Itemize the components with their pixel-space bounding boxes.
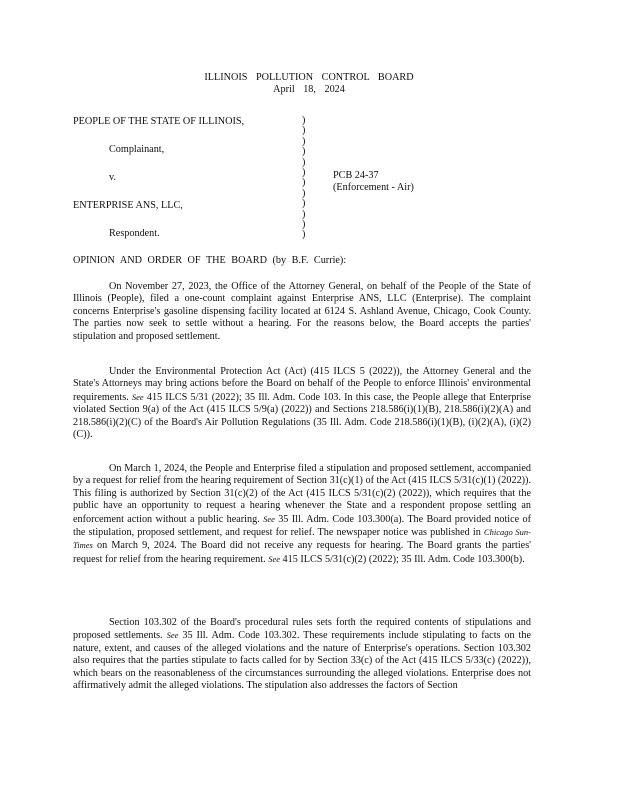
- paragraph-3-text-d: 415 ILCS 5/31(c)(2) (2022); 35 Ill. Adm. Code 103.300(b).: [282, 553, 525, 565]
- caption-paren: ): [302, 156, 306, 168]
- plaintiff-name: PEOPLE OF THE STATE OF ILLINOIS,: [73, 116, 245, 127]
- see-signal: See: [268, 553, 280, 564]
- caption-parentheses: [302, 116, 312, 241]
- paragraph-3-text-a: On March 1, 2024, the People and Enterprise filed a stipulation and proposed settlement, accompanied by a request for relief from the hearing requirement of Section 31(c)(1) of the Act (415 ILCS 5/31(c)(1) (2022)). This filing is authorized by Section 31(c)(2) of the Act (415 ILCS 5/31(c)(2) (2022)), which requires that the public have an opportunity to request a hearing whenever the State and a respondent propose settling an enforcement action without a public hearing.: [73, 463, 531, 525]
- paragraph-3: [73, 463, 531, 566]
- paragraph-3-text-b: 35 Ill. Adm. Code 103.300(a). The Board provided notice of the stipulation, proposed settlement, and request for relief. The newspaper notice was published in: [73, 513, 532, 539]
- caption-paren: ): [302, 166, 306, 178]
- paragraph-3-text-c: on March 9, 2024. The Board did not receive any requests for hearing. The Board grants the parties' request for relief from the hearing requirement.: [73, 540, 532, 565]
- document-header: [0, 72, 618, 97]
- caption-paren: ): [302, 198, 306, 210]
- paragraph-1-text: On November 27, 2023, the Office of the Attorney General, on behalf of the People of the State of Illinois (People), filed a one-count complaint against Enterprise ANS, LLC (Enterprise). The complaint concerns Enterprise's gasoline dispensing facility located at 6124 S. Ashland Avenue, Chicago, Cook County. The parties now seek to settle without a hearing. For the reasons below, the Board accepts the parties' stipulation and proposed settlement.: [73, 281, 531, 342]
- paragraph-2-text-b: 415 ILCS 5/31 (2022); 35 Ill. Adm. Code 103. In this case, the People allege that Enterprise violated Section 9(a) of the Act (415 ILCS 5/9(a) (2022)) and Sections 218.586(i)(1)(B), 218.586(i)(2)(A) and 218.586(i)(2)(C) of the Board's Air Pollution Regulations (35 Ill. Adm. Code 218.586(i)(1)(B), (i)(2)(A), (i)(2)(C)).: [73, 391, 532, 441]
- see-signal: See: [166, 630, 179, 641]
- paragraph-1: [73, 281, 531, 343]
- case-number-block: [333, 170, 414, 195]
- caption-paren: ): [302, 208, 306, 220]
- respondent-label: Respondent.: [109, 228, 160, 239]
- caption-paren: ): [302, 218, 306, 230]
- complainant-label: Complainant,: [109, 144, 165, 155]
- defendant-name: ENTERPRISE ANS, LLC,: [73, 200, 183, 211]
- board-name: ILLINOIS POLLUTION CONTROL BOARD: [204, 72, 414, 83]
- caption-paren: ): [302, 125, 306, 137]
- caption-paren: ): [302, 115, 306, 126]
- case-caption: [73, 116, 553, 246]
- case-number: PCB 24-37: [333, 170, 379, 181]
- versus-label: v.: [109, 172, 116, 183]
- see-signal: See: [131, 391, 144, 402]
- paragraph-2-text-a: Under the Environmental Protection Act (Act) (415 ILCS 5 (2022)), the Attorney General and the State's Attorneys may bring actions before the Board on behalf of the People to enforce Illinois' environmental requirements.: [73, 366, 531, 403]
- order-date: April 18, 2024: [273, 84, 345, 96]
- paragraph-4: [73, 617, 531, 692]
- see-signal: See: [263, 513, 275, 524]
- paragraph-2: [73, 366, 531, 441]
- paragraph-4-text-b: 35 Ill. Adm. Code 103.302. These requirements include stipulating to facts on the nature, extent, and causes of the alleged violations and the nature of Enterprise's operations. Section 103.302 also requires that the parties stipulate to facts called for by Section 33(c) of the Act (415 ILCS 5/33(c) (2022)), which bears on the reasonableness of the circumstances surrounding the alleged violations. Enterprise does not affirmatively admit the alleged violations. The stipulation also addresses the factors of Section: [73, 630, 531, 692]
- caption-paren: ): [302, 135, 306, 147]
- caption-paren: ): [302, 187, 306, 199]
- case-type: (Enforcement - Air): [333, 182, 414, 194]
- newspaper-name: Chicago Sun-Times: [73, 527, 531, 551]
- paragraph-4-text-a: Section 103.302 of the Board's procedural rules sets forth the required contents of stipulations and proposed settlements.: [73, 617, 531, 642]
- caption-paren: ): [302, 177, 306, 189]
- caption-paren: ): [302, 229, 306, 241]
- opinion-heading: OPINION AND ORDER OF THE BOARD (by B.F. Currie):: [73, 255, 347, 266]
- caption-paren: ): [302, 146, 306, 158]
